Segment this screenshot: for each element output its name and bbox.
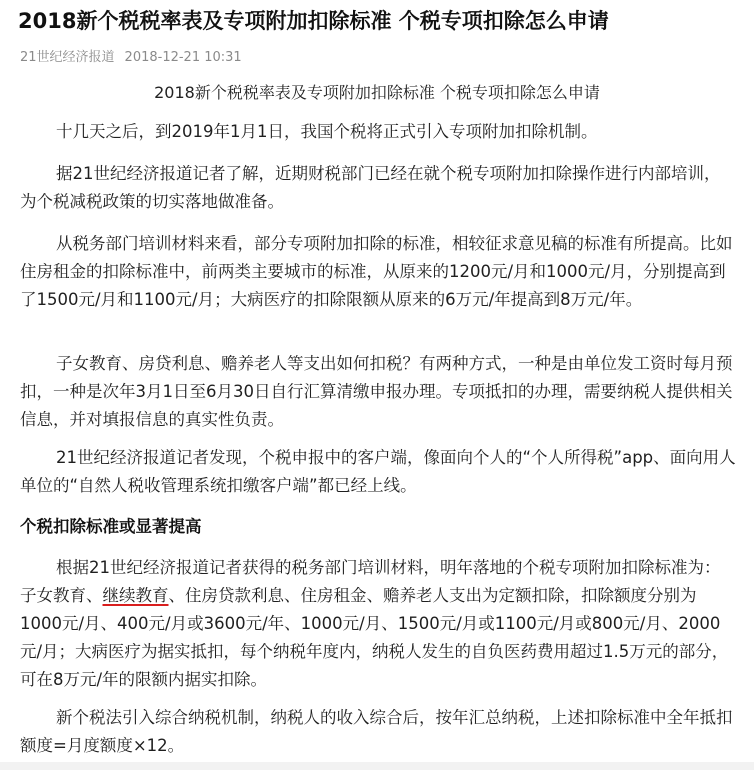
paragraph-3 — [20, 230, 736, 314]
paragraph-7-text: 新个税法引入综合纳税机制，纳税人的收入综合后，按年汇总纳税，上述扣除标准中全年抵扣额度=月度额度×12。 — [20, 708, 733, 755]
section-heading: 个税扣除标准或显著提高 — [20, 517, 202, 536]
bottom-divider — [0, 762, 754, 770]
paragraph-1 — [20, 118, 736, 146]
paragraph-2-text: 据21世纪经济报道记者了解，近期财税部门已经在就个税专项附加扣除操作进行内部培训，为个税减税政策的切实落地做准备。 — [20, 164, 721, 211]
paragraph-5-text: 21世纪经济报道记者发现，个税申报中的客户端，像面向个人的“个人所得税”app、面向用人单位的“自然人税收管理系统扣缴客户端”都已经上线。 — [20, 448, 736, 495]
article-meta — [20, 48, 242, 68]
paragraph-6 — [20, 554, 736, 694]
paragraph-4-text: 子女教育、房贷利息、赡养老人等支出如何扣税？有两种方式，一种是由单位发工资时每月预扣，一种是次年3月1日至6月30日自行汇算清缴申报办理。专项抵扣的办理，需要纳税人提供相关信息，并对填报信息的真实性负责。 — [20, 354, 733, 429]
paragraph-6-text-start: 根据21世纪经济报道记者获得的税务部门培训材料，明年落地的个税专项附加扣除标准为：子女教育、 — [20, 558, 721, 605]
paragraph-4 — [20, 350, 736, 434]
article-title: 2018新个税税率表及专项附加扣除标准 个税专项扣除怎么申请 — [18, 9, 609, 33]
paragraph-3-text: 从税务部门培训材料来看，部分专项附加扣除的标准，相较征求意见稿的标准有所提高。比如住房租金的扣除标准中，前两类主要城市的标准，从原来的1200元/月和1000元/月，分别提高到了1500元/月和1100元/月；大病医疗的扣除限额从原来的6万元/年提高到8万元/年。 — [20, 234, 733, 309]
paragraph-5 — [20, 444, 736, 500]
paragraph-1-text: 十几天之后，到2019年1月1日，我国个税将正式引入专项附加扣除机制。 — [56, 122, 598, 141]
paragraph-2 — [20, 160, 736, 216]
continuing-education-underlined: 继续教育 — [102, 586, 169, 605]
article-source[interactable]: 21世纪经济报道 — [20, 50, 115, 65]
article-date: 2018-12-21 10:31 — [124, 50, 242, 65]
paragraph-6-text-end: 、住房贷款利息、住房租金、赡养老人支出为定额扣除，扣除额度分别为1000元/月、400元/月或3600元/年、1000元/月、1500元/月或1100元/月或800元/月、2000元/月；大病医疗为据实抵扣，每个纳税年度内，纳税人发生的自负医药费用超过1.5万元的部分，可在8万元/年的限额内据实扣除。 — [20, 586, 729, 689]
paragraph-7 — [20, 704, 736, 760]
article-subtitle: 2018新个税税率表及专项附加扣除标准 个税专项扣除怎么申请 — [154, 83, 600, 102]
